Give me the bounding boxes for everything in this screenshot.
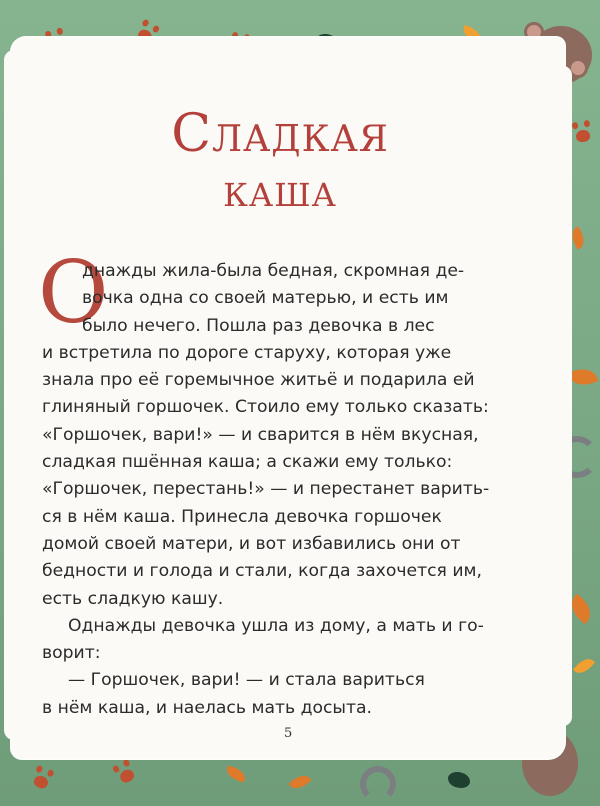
story-title-line-2: каша — [223, 163, 337, 217]
paw-print-icon — [575, 129, 591, 143]
orange-leaf-icon — [288, 771, 311, 793]
story-line: в нём каша, и наелась мать досыта. — [42, 697, 373, 718]
story-line: глиняный горшочек. Стоило ему только сказать: — [42, 397, 489, 418]
story-line: «Горшочек, вари!» — и сварится в нём вкусная, — [42, 424, 479, 445]
story-title-line-1: Сладкая — [171, 104, 389, 164]
story-line: ся в нём каша. Принесла девочка горшочек — [42, 506, 442, 527]
orange-leaf-icon — [225, 766, 247, 783]
story-line: — Горшочек, вари! — и стала вариться — [68, 670, 425, 691]
page-number: 5 — [284, 726, 293, 741]
horseshoe-icon — [360, 766, 396, 802]
paw-print-icon — [118, 767, 136, 784]
story-line: сладкая пшённая каша; а скажи ему только: — [42, 452, 453, 473]
story-line: Однажды девочка ушла из дому, а мать и го- — [68, 615, 484, 636]
story-line: и встретила по дороге старуху, которая уже — [42, 342, 452, 363]
story-text — [42, 258, 524, 722]
orange-leaf-icon — [568, 364, 599, 390]
story-line: есть сладкую кашу. — [42, 588, 224, 609]
orange-leaf-icon — [573, 654, 595, 677]
story-line: вочка одна со своей матерью, и есть им — [82, 288, 449, 309]
story-line: знала про её горемычное житьё и подарила ей — [42, 370, 475, 391]
story-line: ворит: — [42, 643, 101, 664]
story-line: домой своей матери, и вот избавились они от — [42, 533, 461, 554]
paw-print-icon — [32, 774, 49, 790]
green-leaf-icon — [448, 772, 470, 788]
drop-cap: О — [38, 243, 109, 343]
story-line: днажды жила-была бедная, скромная де- — [82, 261, 465, 281]
story-line: «Горшочек, перестань!» — и перестанет варить- — [42, 479, 490, 500]
story-line: бедности и голода и стали, когда захочется им, — [42, 561, 482, 582]
story-line: было нечего. Пошла раз девочка в лес — [82, 315, 435, 336]
